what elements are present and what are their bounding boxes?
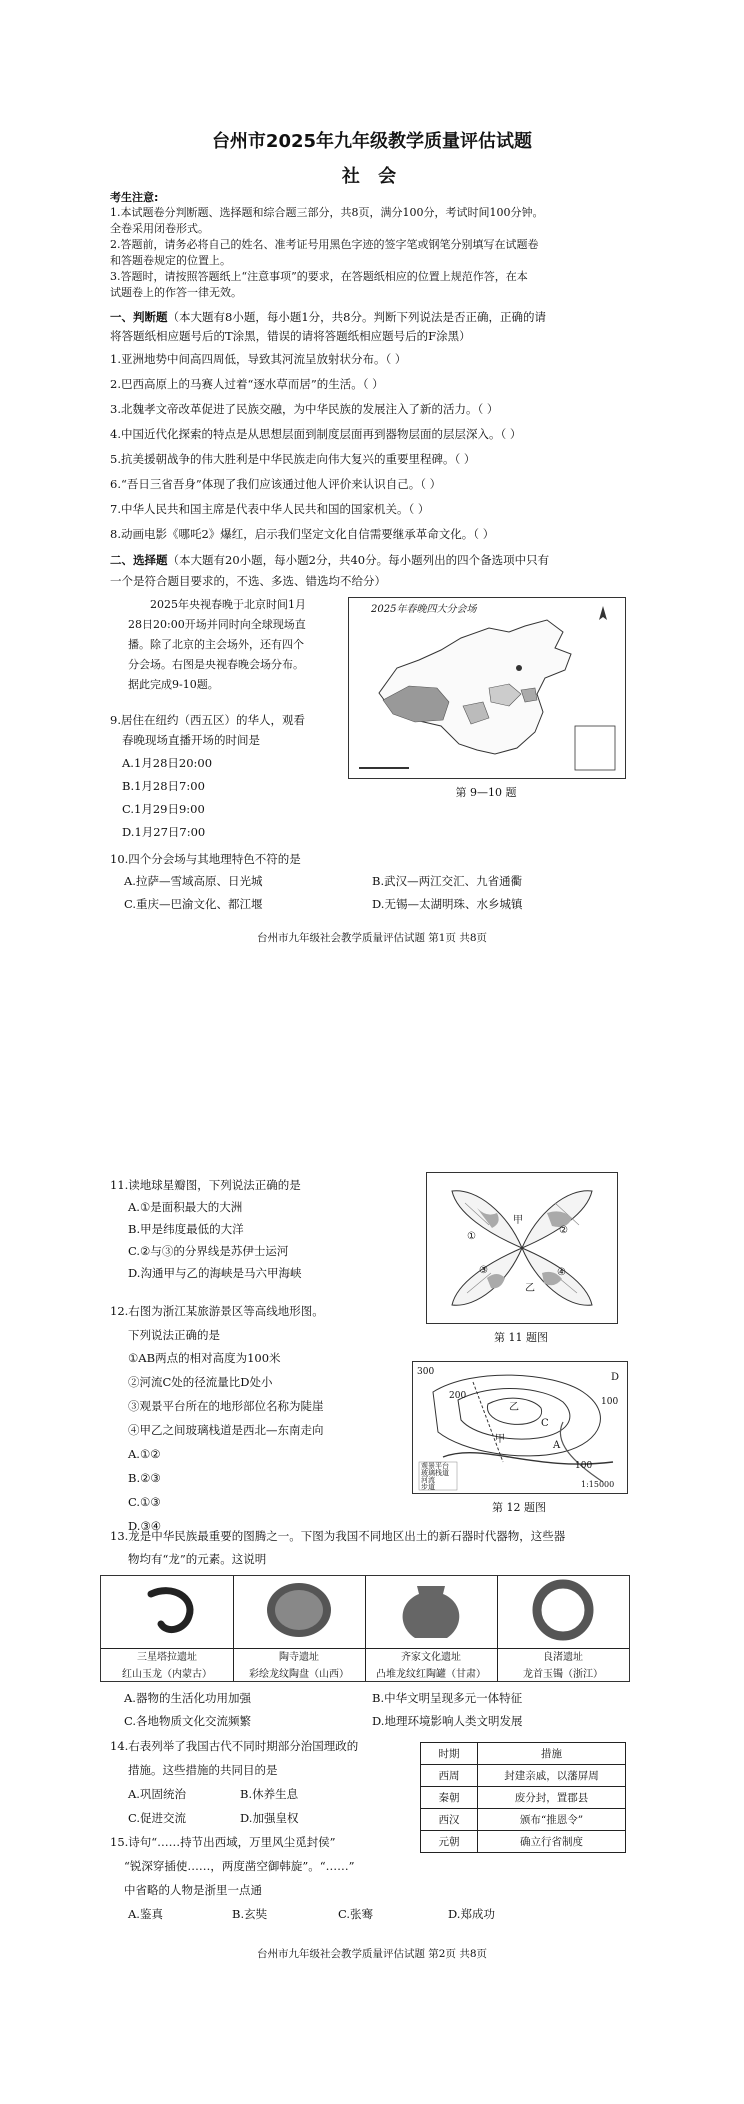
legend-item: 步道 [421,1483,435,1491]
q12-option-d[interactable]: D.③④ [128,1519,162,1533]
q14-option-d[interactable]: D.加强皇权 [240,1811,299,1825]
q9-option-d[interactable]: D.1月27日7:00 [122,825,206,839]
q12-statements [128,1350,324,1542]
q15-option-d[interactable]: D.郑成功 [448,1907,495,1921]
q12-option-c[interactable]: C.①③ [128,1495,161,1509]
artifact-cell [101,1576,234,1681]
section2-description-cont: 一个是符合题目要求的，不选、多选、错选均不给分） [110,574,386,588]
judge-questions [110,351,521,551]
judge-question: 2.巴西高原上的马赛人过着“逐水草而居”的生活。（ ） [110,377,384,391]
q9-option-c[interactable]: C.1月29日9:00 [122,802,205,816]
q15-stem: 15.诗句“……持节出西域，万里风尘觅封侯” [110,1835,336,1849]
table-header-cell: 时期 [421,1743,478,1765]
q9-stem: 春晚现场直播开场的时间是 [122,733,260,747]
passage-line: 28日20:00开场并同时向全球现场直 [128,618,306,631]
contour-map-figure [412,1361,628,1494]
q11-option-a[interactable]: A.①是面积最大的大洲 [128,1200,243,1214]
notice-list [110,205,543,301]
q11-options [128,1199,301,1287]
q12-option-b[interactable]: B.②③ [128,1471,161,1485]
passage-line: 分会场。右图是央视春晚会场分布。 [128,658,304,671]
q15-option-c[interactable]: C.张骞 [338,1907,374,1921]
jade-bracelet-image [497,1576,629,1644]
passage-line: 据此完成9-10题。 [128,678,219,691]
table-row [421,1809,626,1831]
artifact-site: 三星塔拉遗址 [101,1648,233,1666]
q10-option-c[interactable]: C.重庆—巴渝文化、都江堰 [124,897,263,911]
scale-label: 1:15000 [581,1480,615,1489]
q10-option-a[interactable]: A.拉萨—雪域高原、日光城 [124,874,263,888]
ocean-label: 乙 [525,1283,535,1294]
star-petal-map-figure [426,1172,618,1324]
q15-option-b[interactable]: B.玄奘 [232,1907,268,1921]
star-petal-map [427,1173,617,1323]
q13-option-a[interactable]: A.器物的生活化功用加强 [124,1691,251,1705]
ocean-label: 甲 [513,1215,523,1226]
artifact-name: 彩绘龙纹陶盘（山西） [249,1669,349,1680]
artifact-cell [497,1576,629,1681]
table-cell: 西汉 [421,1809,478,1831]
fig12-caption: 第 12 题图 [492,1501,546,1514]
legend-item: 观景平台 [421,1462,449,1470]
contour-label: 100 [601,1397,619,1407]
contour-label: 100 [575,1461,593,1471]
page2-footer: 台州市九年级社会教学质量评估试题 第2页 共8页 [256,1948,488,1960]
notice-line: 试题卷上的作答一律无效。 [110,286,242,299]
contour-label: 300 [417,1367,435,1377]
judge-question: 5.抗美援朝战争的伟大胜利是中华民族走向伟大复兴的重要里程碑。（ ） [110,452,476,466]
judge-question: 4.中国近代化探索的特点是从思想层面到制度层面再到器物层面的层层深入。（ ） [110,427,522,441]
legend-item: 河流 [421,1476,435,1484]
pottery-plate-image [233,1576,365,1644]
petal-label: ④ [557,1267,566,1278]
table-cell: 秦朝 [421,1787,478,1809]
subject-title: 社 会 [341,166,403,187]
q11-stem: 11.读地球星瓣图，下列说法正确的是 [110,1178,301,1192]
contour-label: 200 [449,1391,467,1401]
table-cell: 西周 [421,1765,478,1787]
q10-stem: 10.四个分会场与其地理特色不符的是 [110,852,301,866]
china-map [349,598,625,778]
artifact-cell [233,1576,366,1681]
contour-legend [421,1463,449,1491]
table-cell: 封建亲戚，以藩屏周 [478,1765,626,1787]
page1-footer: 台州市九年级社会教学质量评估试题 第1页 共8页 [256,932,488,944]
q15-option-a[interactable]: A.鉴真 [128,1907,163,1921]
q12-statement: ③观景平台所在的地形部位名称为陡崖 [128,1399,324,1413]
q14-option-b[interactable]: B.休养生息 [240,1787,299,1801]
q13-option-c[interactable]: C.各地物质文化交流频繁 [124,1714,252,1728]
jade-dragon-image [101,1576,233,1644]
q13-option-d[interactable]: D.地理环境影响人类文明发展 [372,1714,523,1728]
exam-title: 台州市2025年九年级教学质量评估试题 [211,131,533,152]
q13-stem: 13.龙是中华民族最重要的图腾之一。下图为我国不同地区出土的新石器时代器物，这些器 [110,1529,566,1543]
table-cell: 废分封，置郡县 [478,1787,626,1809]
point-label: C [541,1418,549,1429]
q15-stem-cont: “锐深穿插使……，两度凿空御韩旋”。“……” [124,1859,355,1873]
notice-line: 全卷采用闭卷形式。 [110,222,209,235]
passage-line: 播。除了北京的主会场外，还有四个 [128,638,304,651]
section1-description-cont: 将答题纸相应题号后的T涂黑，错误的请将答题纸相应题号后的F涂黑） [110,329,471,343]
notice-line: 2.答题前，请务必将自己的姓名、准考证号用黑色字迹的签字笔或钢笔分别填写在试题卷 [110,238,539,251]
q14-stem: 14.右表列举了我国古代不同时期部分治国理政的 [110,1739,359,1753]
q9-stem: 9.居住在纽约（西五区）的华人，观看 [110,713,305,727]
q12-option-a[interactable]: A.①② [128,1447,161,1461]
q11-option-b[interactable]: B.甲是纬度最低的大洋 [128,1222,244,1236]
notice-line: 1.本试题卷分判断题、选择题和综合题三部分，共8页，满分100分，考试时间100分钟。 [110,206,544,219]
q12-stem: 12.右图为浙江某旅游景区等高线地形图。 [110,1304,324,1318]
q11-option-d[interactable]: D.沟通甲与乙的海峡是马六甲海峡 [128,1266,302,1280]
section2-description: 二、选择题（本大题有20小题，每小题2分，共40分。每小题列出的四个备选项中只有 [110,553,550,567]
q10-option-b[interactable]: B.武汉—两江交汇、九省通衢 [372,874,523,888]
artifacts-figure [100,1575,630,1682]
q9-option-a[interactable]: A.1月28日20:00 [122,756,213,770]
judge-question: 6.“吾日三省吾身”体现了我们应该通过他人评价来认识自己。（ ） [110,477,442,491]
question-9 [110,712,305,847]
q12-stem-cont: 下列说法正确的是 [128,1328,220,1342]
table-cell: 颁布“推恩令” [478,1809,626,1831]
point-label: D [611,1372,620,1383]
q13-stem-cont: 物均有“龙”的元素。这说明 [128,1552,267,1566]
table-row [421,1787,626,1809]
q14-stem-cont: 措施。这些措施的共同目的是 [128,1763,278,1777]
passage-line: 2025年央视春晚于北京时间1月 [150,598,306,611]
judge-question: 1.亚洲地势中间高四周低，导致其河流呈放射状分布。（ ） [110,352,407,366]
table-cell: 确立行省制度 [478,1831,626,1853]
table-header-row [421,1743,626,1765]
q13-option-b[interactable]: B.中华文明呈现多元一体特征 [372,1691,523,1705]
q14-option-a[interactable]: A.巩固统治 [128,1787,186,1801]
judge-question: 3.北魏孝文帝改革促进了民族交融，为中华民族的发展注入了新的活力。（ ） [110,402,499,416]
section2-heading: 二、选择题 [110,553,168,567]
petal-label: ② [559,1225,568,1236]
artifact-site: 良渚遗址 [497,1648,629,1666]
q14-option-c[interactable]: C.促进交流 [128,1811,187,1825]
petal-label: ③ [479,1265,488,1276]
governance-table [420,1742,626,1853]
pottery-jar-image [365,1576,497,1644]
map-caption: 第 9—10 题 [455,786,517,799]
artifact-name: 凸堆龙纹红陶罐（甘肃） [376,1669,486,1680]
artifact-name: 龙首玉镯（浙江） [523,1669,603,1680]
point-label: 甲 [495,1434,505,1445]
notice-line: 和答题卷规定的位置上。 [110,254,231,267]
fig11-caption: 第 11 题图 [494,1331,548,1344]
section1-description: 一、判断题（本大题有8小题，每小题1分，共8分。判断下列说法是否正确，正确的请 [110,310,546,324]
q9-option-b[interactable]: B.1月28日7:00 [122,779,205,793]
petal-label: ① [467,1231,476,1242]
china-map-figure [348,597,626,779]
q15-stem-cont: 中省略的人物是浙里一点通 [124,1883,262,1897]
artifact-name: 红山玉龙（内蒙古） [122,1669,212,1680]
point-label: A [553,1440,561,1451]
q10-option-d[interactable]: D.无锡—太湖明珠、水乡城镇 [372,897,523,911]
artifact-site: 齐家文化遗址 [365,1648,497,1666]
judge-question: 8.动画电影《哪吒2》爆红，启示我们坚定文化自信需要继承革命文化。（ ） [110,527,495,541]
notice-line: 3.答题时，请按照答题纸上“注意事项”的要求，在答题纸相应的位置上规范作答，在本 [110,270,528,283]
point-label: 乙 [509,1402,519,1413]
table-row [421,1831,626,1853]
section1-heading: 一、判断题 [110,310,168,324]
legend-item: 玻璃栈道 [421,1469,449,1477]
judge-question: 7.中华人民共和国主席是代表中华人民共和国的国家机关。（ ） [110,502,430,516]
q12-statement: ②河流C处的径流量比D处小 [128,1375,273,1389]
map-title: 2025年春晚四大分会场 [371,604,477,615]
q11-option-c[interactable]: C.②与③的分界线是苏伊士运河 [128,1244,289,1258]
q12-statement: ①AB两点的相对高度为100米 [128,1351,281,1365]
notice-heading: 考生注意: [110,191,159,204]
table-cell: 元朝 [421,1831,478,1853]
artifact-cell [365,1576,498,1681]
passage-9-10 [128,597,306,697]
table-header-cell: 措施 [478,1743,626,1765]
artifact-site: 陶寺遗址 [233,1648,365,1666]
table-row [421,1765,626,1787]
q12-statement: ④甲乙之间玻璃栈道是西北—东南走向 [128,1423,324,1437]
